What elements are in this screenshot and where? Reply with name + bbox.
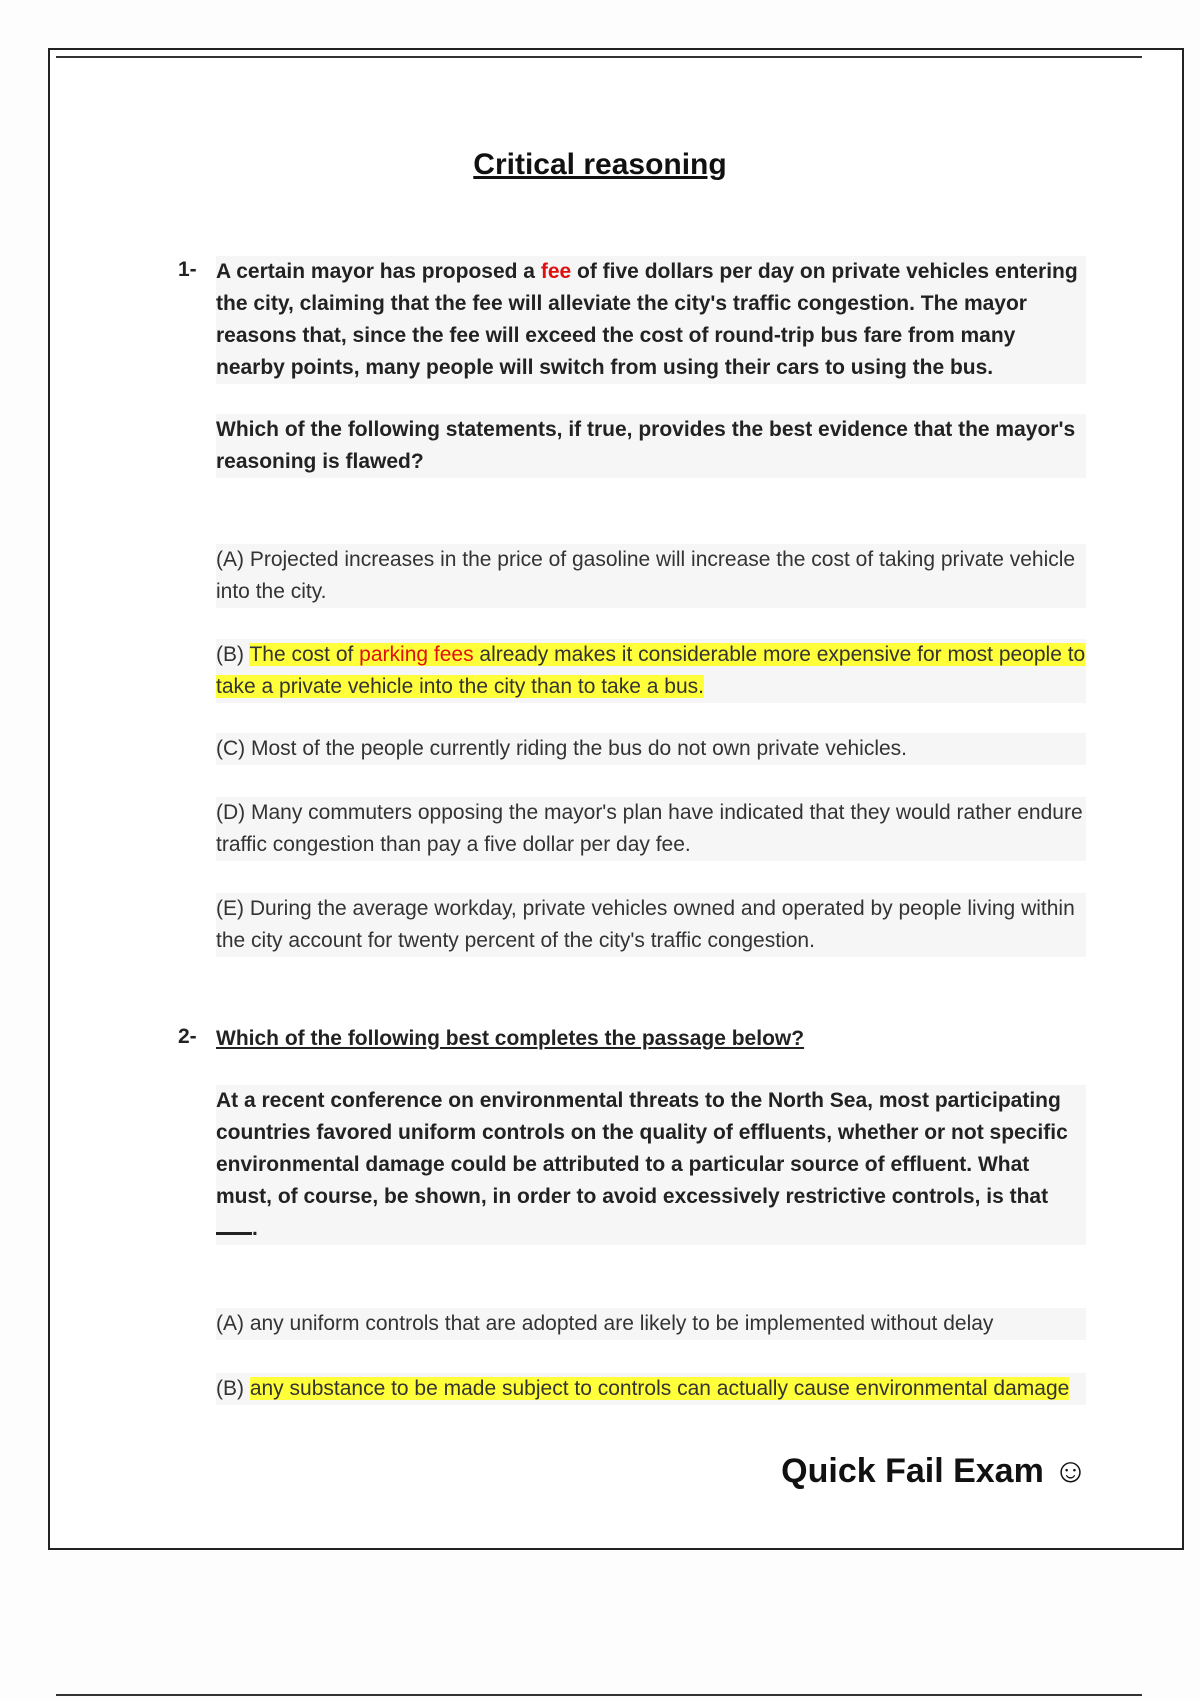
q1-option-b	[216, 639, 1086, 703]
q1-option-d: (D) Many commuters opposing the mayor's plan have indicated that they would rather endure traffic congestion than pay a five dollar per day fee.	[216, 797, 1086, 861]
question-1-prompt: Which of the following statements, if true, provides the best evidence that the mayor's reasoning is flawed?	[216, 414, 1086, 478]
question-1-stem	[216, 256, 1086, 384]
q1-option-e: (E) During the average workday, private vehicles owned and operated by people living within the city account for twenty percent of the city's traffic congestion.	[216, 893, 1086, 957]
answer-text: already makes it considerable more expensive for most people to take a private vehicle into the city than to take a bus.	[216, 643, 1086, 698]
q1-answer-highlight	[216, 643, 1085, 698]
footer-caption: Quick Fail Exam ☺	[781, 1452, 1088, 1490]
answer-text: The cost of	[249, 643, 360, 666]
answer-blank	[216, 1226, 252, 1235]
stem-text: of five dollars per day on private vehicles entering the city, claiming that the fee will alleviate the city's traffic congestion. The mayor reasons that, since the fee will exceed the cost of round-trip bus fare from many nearby points, many people will switch from using their cars to using the bus.	[216, 260, 1078, 379]
question-2-number: 2-	[178, 1025, 197, 1048]
q1-option-a: (A) Projected increases in the price of gasoline will increase the cost of taking private vehicle into the city.	[216, 544, 1086, 608]
stem-highlight-fee: fee	[540, 260, 572, 283]
question-2-passage	[216, 1085, 1086, 1245]
bottom-rule	[56, 1694, 1142, 1696]
q2-option-a: (A) any uniform controls that are adopted are likely to be implemented without delay	[216, 1308, 1086, 1340]
passage-text: At a recent conference on environmental threats to the North Sea, most participating countries favored uniform controls on the quality of effluents, whether or not specific environmental damage could be attributed to a particular source of effluent. What must, of course, be shown, in order to avoid excessively restrictive controls, is that	[216, 1089, 1068, 1208]
stem-text: A certain mayor has proposed a	[216, 260, 541, 283]
q2-option-b	[216, 1373, 1086, 1405]
option-letter: (B)	[216, 643, 250, 666]
q1-option-c: (C) Most of the people currently riding the bus do not own private vehicles.	[216, 733, 1086, 765]
top-rule	[56, 56, 1142, 58]
option-letter: (B)	[216, 1377, 250, 1400]
q2-answer-highlight: any substance to be made subject to controls can actually cause environmental damage	[249, 1377, 1070, 1400]
question-1-number: 1-	[178, 258, 197, 281]
passage-end: .	[252, 1217, 258, 1240]
answer-red-text: parking fees	[359, 643, 474, 666]
question-2-heading: Which of the following best completes the passage below?	[216, 1027, 805, 1050]
page-title: Critical reasoning	[473, 148, 727, 181]
